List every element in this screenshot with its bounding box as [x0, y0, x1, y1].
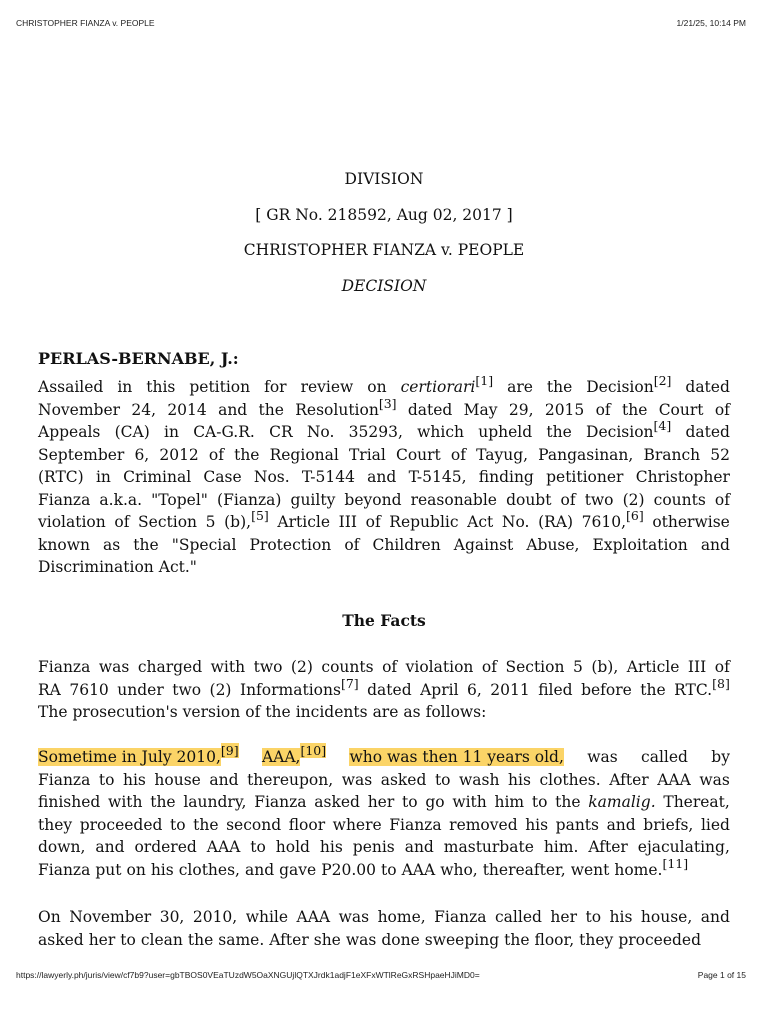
word: in: [117, 378, 133, 396]
word: 5: [572, 658, 583, 676]
word: Thereat,: [663, 793, 730, 811]
word: (2): [622, 490, 645, 509]
word: his: [609, 908, 633, 926]
word: Branch: [643, 445, 701, 464]
word: After: [609, 770, 649, 789]
word: Decision[4]: [586, 418, 672, 441]
print-header: [16, 18, 746, 28]
word: and: [95, 838, 125, 856]
word: clean: [140, 930, 183, 949]
footnote-ref[interactable]: [3]: [378, 395, 397, 411]
gr-number: [ GR No. 218592, Aug 02, 2017 ]: [255, 206, 513, 224]
word: penis: [352, 838, 395, 856]
text-line: [38, 418, 730, 444]
word: (b),: [591, 658, 619, 676]
word: P20.00: [321, 860, 377, 879]
word: his: [122, 770, 146, 789]
word: dated: [367, 680, 412, 699]
text-line: [38, 675, 730, 702]
footnote-ref[interactable]: [5]: [251, 508, 269, 523]
word: his: [525, 815, 549, 834]
word: Resolution[3]: [295, 395, 397, 419]
word: she: [313, 930, 341, 949]
footnote-ref[interactable]: [2]: [653, 373, 672, 388]
word: and: [209, 770, 239, 789]
word: second: [226, 815, 282, 834]
word: After: [588, 838, 628, 856]
word: the: [621, 400, 648, 419]
word: (2): [290, 658, 313, 676]
word: to: [120, 930, 136, 949]
word: 7610: [69, 680, 109, 699]
word: thereupon,: [247, 770, 334, 789]
word: 2010,: [192, 908, 238, 926]
word: "Topel": [151, 490, 208, 509]
word: pants: [555, 815, 599, 834]
word: done: [381, 930, 420, 949]
word: of: [714, 658, 730, 676]
word: III: [687, 658, 707, 676]
word: finished: [38, 793, 101, 811]
word: After: [269, 930, 309, 949]
word: On: [38, 908, 61, 926]
word: to: [98, 770, 115, 789]
word: with: [108, 793, 143, 811]
word: of: [481, 658, 497, 676]
word: asked: [314, 793, 360, 811]
word: the: [258, 400, 284, 419]
word: which: [417, 423, 464, 441]
word: and: [606, 815, 636, 834]
word: petition: [189, 378, 251, 396]
word: the: [265, 703, 291, 721]
word: incidents: [295, 703, 368, 721]
word: No.: [306, 423, 335, 441]
word: September: [38, 445, 125, 464]
word: by: [711, 748, 730, 766]
word: ejaculating,: [637, 838, 730, 856]
word: briefs,: [643, 815, 694, 834]
text-line: [38, 929, 730, 952]
word: home.[11]: [614, 855, 689, 879]
word: (b),[5]: [224, 508, 269, 531]
text-line: [38, 556, 730, 579]
word: T-5145,: [408, 468, 467, 486]
word: prosecution's: [72, 703, 178, 721]
word: of: [382, 658, 398, 676]
word: sweeping: [424, 930, 500, 949]
word: was: [587, 748, 618, 766]
word: Fianza: [38, 658, 91, 676]
word: Protection: [249, 535, 332, 554]
word: Tayug,: [476, 445, 529, 464]
word: home,: [377, 908, 426, 926]
division-label: DIVISION: [344, 170, 424, 188]
word: to: [170, 815, 186, 834]
text-line: [38, 466, 730, 489]
paragraph-charges: [38, 656, 730, 724]
word: Court: [395, 445, 441, 464]
word: (RA): [538, 513, 574, 531]
word: Sometime in July 2010,[9]: [38, 743, 239, 766]
word: are: [372, 703, 399, 721]
word: "Special: [171, 535, 237, 554]
word: him.: [543, 838, 579, 856]
word: review: [300, 378, 354, 396]
word: Abuse,: [526, 535, 580, 554]
word: for: [264, 378, 287, 396]
word: Fianza: [389, 815, 442, 834]
word: Section: [505, 658, 565, 676]
word: Nos.: [253, 468, 290, 486]
word: where: [332, 815, 382, 834]
page-number: Page 1 of 15: [697, 970, 746, 980]
text-line: [38, 769, 730, 792]
word: violation: [38, 513, 106, 531]
word: (RTC): [38, 468, 84, 486]
word: Fianza: [38, 490, 91, 509]
word: asked: [38, 930, 84, 949]
word: Children: [372, 535, 441, 554]
word: 30,: [159, 908, 185, 926]
word: who,: [440, 860, 478, 879]
word: go: [425, 793, 445, 811]
word: May: [463, 400, 498, 419]
word: to: [531, 793, 548, 811]
word: finding: [478, 468, 534, 486]
word: guilty: [290, 490, 336, 509]
word: his: [508, 770, 531, 789]
word: of: [450, 445, 466, 464]
word: (Fianza): [217, 490, 282, 509]
decision-label: DECISION: [341, 277, 427, 295]
word: Informations[7]: [239, 675, 359, 699]
word: before: [581, 680, 632, 699]
facts-heading: The Facts: [342, 611, 426, 630]
word: AAA: [401, 860, 436, 879]
word: kamalig.: [588, 793, 656, 811]
word: doubt: [506, 490, 552, 509]
word: Trial: [348, 445, 386, 464]
word: November: [69, 908, 152, 926]
word: clothes,: [178, 860, 240, 879]
word: same.: [218, 930, 265, 949]
word: AAA: [296, 908, 331, 926]
text-line: [38, 791, 730, 814]
word: Article: [626, 658, 680, 676]
paragraph-intro: [38, 373, 730, 579]
word: Regional: [269, 445, 339, 464]
word: dated: [685, 378, 730, 396]
word: November: [38, 400, 121, 419]
print-header-timestamp: 1/21/25, 10:14 PM: [676, 18, 746, 28]
footnote-ref[interactable]: [4]: [653, 418, 672, 433]
word: 29,: [508, 400, 534, 419]
word: the: [234, 445, 260, 464]
word: the: [555, 793, 581, 811]
word: the: [187, 930, 214, 949]
word: was: [338, 908, 370, 926]
word: and: [244, 860, 275, 879]
text-line: [38, 743, 730, 769]
word: CR: [269, 423, 293, 441]
footnote-ref[interactable]: [8]: [712, 675, 730, 691]
case-title: CHRISTOPHER FIANZA v. PEOPLE: [243, 241, 525, 259]
word: 5: [205, 513, 216, 531]
word: No.: [501, 513, 530, 531]
word: are: [507, 378, 533, 396]
word: in: [164, 423, 179, 441]
word: his: [319, 838, 343, 856]
word: and: [700, 908, 730, 926]
word: lied: [700, 815, 730, 834]
word: 7610,[6]: [581, 508, 644, 531]
word: masturbate: [443, 838, 534, 856]
word: as: [103, 535, 121, 554]
word: Against: [453, 535, 514, 554]
word: Article: [277, 513, 331, 531]
word: wash: [459, 770, 500, 789]
word: floor,: [534, 930, 575, 949]
word: they: [579, 930, 614, 949]
word: 6,: [134, 445, 150, 464]
word: III: [338, 513, 357, 531]
word: Case: [203, 468, 242, 486]
word: Appeals: [38, 423, 101, 441]
word: her: [367, 793, 395, 811]
word: two: [172, 680, 202, 699]
word: AAA: [657, 770, 691, 789]
word: Republic: [389, 513, 459, 531]
word: on: [126, 860, 146, 879]
word: the: [640, 680, 666, 699]
word: (2): [209, 680, 232, 699]
word: of: [714, 400, 730, 419]
word: was: [699, 770, 730, 789]
footnote-ref[interactable]: [6]: [626, 508, 644, 523]
word: and: [367, 468, 397, 486]
word: Criminal: [123, 468, 192, 486]
word: floor: [288, 815, 326, 834]
word: Act.": [158, 558, 197, 576]
word: the: [504, 930, 530, 949]
word: this: [146, 378, 176, 396]
word: two: [584, 490, 614, 509]
word: ordered: [134, 838, 197, 856]
word: counts: [321, 658, 374, 676]
word: to: [250, 838, 266, 856]
word: 35293,: [348, 423, 403, 441]
word: thereafter,: [482, 860, 566, 879]
word: and: [404, 838, 434, 856]
word: charged: [137, 658, 203, 676]
word: of: [714, 490, 730, 509]
word: 6,: [467, 680, 482, 699]
word: otherwise: [652, 513, 730, 531]
word: dated: [685, 423, 730, 441]
word: and: [218, 400, 248, 419]
word: the: [150, 793, 176, 811]
word: filed: [538, 680, 573, 699]
word: Section: [138, 513, 198, 531]
word: house: [154, 770, 201, 789]
word: Exploitation: [592, 535, 688, 554]
word: Act: [467, 513, 494, 531]
footnote-ref[interactable]: [7]: [340, 675, 359, 691]
word: AAA: [206, 838, 241, 856]
word: her: [550, 908, 577, 926]
word: of: [595, 400, 611, 419]
word: CA-G.R.: [193, 423, 255, 441]
word: the: [133, 535, 159, 554]
word: laundry,: [183, 793, 247, 811]
word: called: [641, 748, 688, 766]
word: 2014: [167, 400, 207, 419]
word: Decision[2]: [586, 373, 672, 396]
word: two: [253, 658, 283, 676]
word: hold: [275, 838, 310, 856]
word: upheld: [478, 423, 533, 441]
word: was: [341, 770, 373, 789]
word: removed: [449, 815, 518, 834]
text-line: [38, 855, 730, 882]
ponente: PERLAS-BERNABE, J.:: [38, 349, 239, 368]
word: who was then 11 years old,: [349, 748, 564, 766]
word: 24,: [131, 400, 156, 419]
word: known: [38, 535, 90, 554]
word: a.k.a.: [99, 490, 143, 509]
word: Christopher: [635, 468, 730, 486]
word: the: [546, 378, 573, 396]
word: Assailed: [38, 378, 104, 396]
word: Court: [658, 400, 704, 419]
word: 2015: [544, 400, 585, 419]
word: to: [434, 770, 451, 789]
word: certiorari[1]: [400, 373, 494, 396]
word: counts: [653, 490, 706, 509]
word: petitioner: [546, 468, 624, 486]
word: violation: [405, 658, 474, 676]
paragraph-second-incident: [38, 906, 730, 951]
word: asked: [380, 770, 427, 789]
word: of: [365, 513, 381, 531]
print-header-title: CHRISTOPHER FIANZA v. PEOPLE: [16, 18, 155, 28]
word: version: [182, 703, 241, 721]
word: called: [495, 908, 542, 926]
word: on: [367, 378, 387, 396]
word: reasonable: [410, 490, 497, 509]
word: follows:: [425, 703, 487, 721]
text-line: [38, 701, 730, 724]
text-line: [38, 508, 730, 534]
word: the: [546, 423, 572, 441]
footnote-ref[interactable]: [10]: [300, 743, 327, 758]
word: with: [452, 793, 487, 811]
word: 52: [710, 445, 730, 464]
word: her: [88, 930, 116, 949]
word: went: [570, 860, 610, 879]
word: to: [402, 793, 418, 811]
word: (CA): [114, 423, 150, 441]
paragraph-first-incident: [38, 743, 730, 881]
text-line: [38, 656, 730, 679]
word: gave: [279, 860, 317, 879]
word: they: [38, 815, 73, 834]
word: under: [117, 680, 164, 699]
word: house,: [640, 908, 693, 926]
word: to: [381, 860, 397, 879]
word: proceeded: [79, 815, 163, 834]
word: proceeded: [618, 930, 702, 949]
text-line: [38, 534, 730, 557]
word: Fianza: [254, 793, 307, 811]
word: Fianza: [38, 860, 91, 879]
word: T-5144: [301, 468, 355, 486]
word: to: [585, 908, 602, 926]
word: RA: [38, 680, 61, 699]
word: 2012: [159, 445, 199, 464]
word: Fianza: [434, 908, 487, 926]
word: and: [700, 535, 730, 554]
word: the: [193, 815, 219, 834]
word: of: [208, 445, 224, 464]
print-footer: [16, 970, 746, 980]
word: was: [98, 658, 130, 676]
footnote-ref[interactable]: [1]: [475, 373, 494, 388]
word: beyond: [344, 490, 402, 509]
page-url: https://lawyerly.ph/juris/view/cf7b9?user=gbTBOS0VEaTUzdW5OaXNGUjlQTXJrdk1adjF1eXFxWTlReGxRSHpaeHJiMD0=: [16, 970, 480, 980]
word: in: [95, 468, 111, 486]
word: of: [344, 535, 360, 554]
word: him: [494, 793, 525, 811]
text-line: [38, 395, 730, 422]
word: of: [245, 703, 261, 721]
word: Pangasinan,: [538, 445, 634, 464]
word: as: [403, 703, 421, 721]
word: of: [560, 490, 576, 509]
word: was: [345, 930, 377, 949]
footnote-ref[interactable]: [9]: [220, 743, 239, 758]
text-line: [38, 444, 730, 467]
word: while: [245, 908, 289, 926]
word: RTC.[8]: [674, 675, 730, 699]
word: with: [210, 658, 246, 676]
word: Discrimination: [38, 558, 154, 576]
word: Fianza: [38, 770, 91, 789]
text-line: [38, 836, 730, 859]
word: clothes.: [539, 770, 601, 789]
word: dated: [407, 400, 453, 419]
word: AAA,[10]: [261, 743, 327, 766]
footnote-ref[interactable]: [11]: [662, 855, 689, 871]
word: of: [114, 513, 130, 531]
text-line: [38, 814, 730, 837]
word: April: [420, 680, 459, 699]
word: 2011: [490, 680, 530, 699]
word: put: [95, 860, 122, 879]
word: The: [38, 703, 68, 721]
word: down,: [38, 838, 86, 856]
text-line: [38, 906, 730, 929]
word: his: [150, 860, 174, 879]
